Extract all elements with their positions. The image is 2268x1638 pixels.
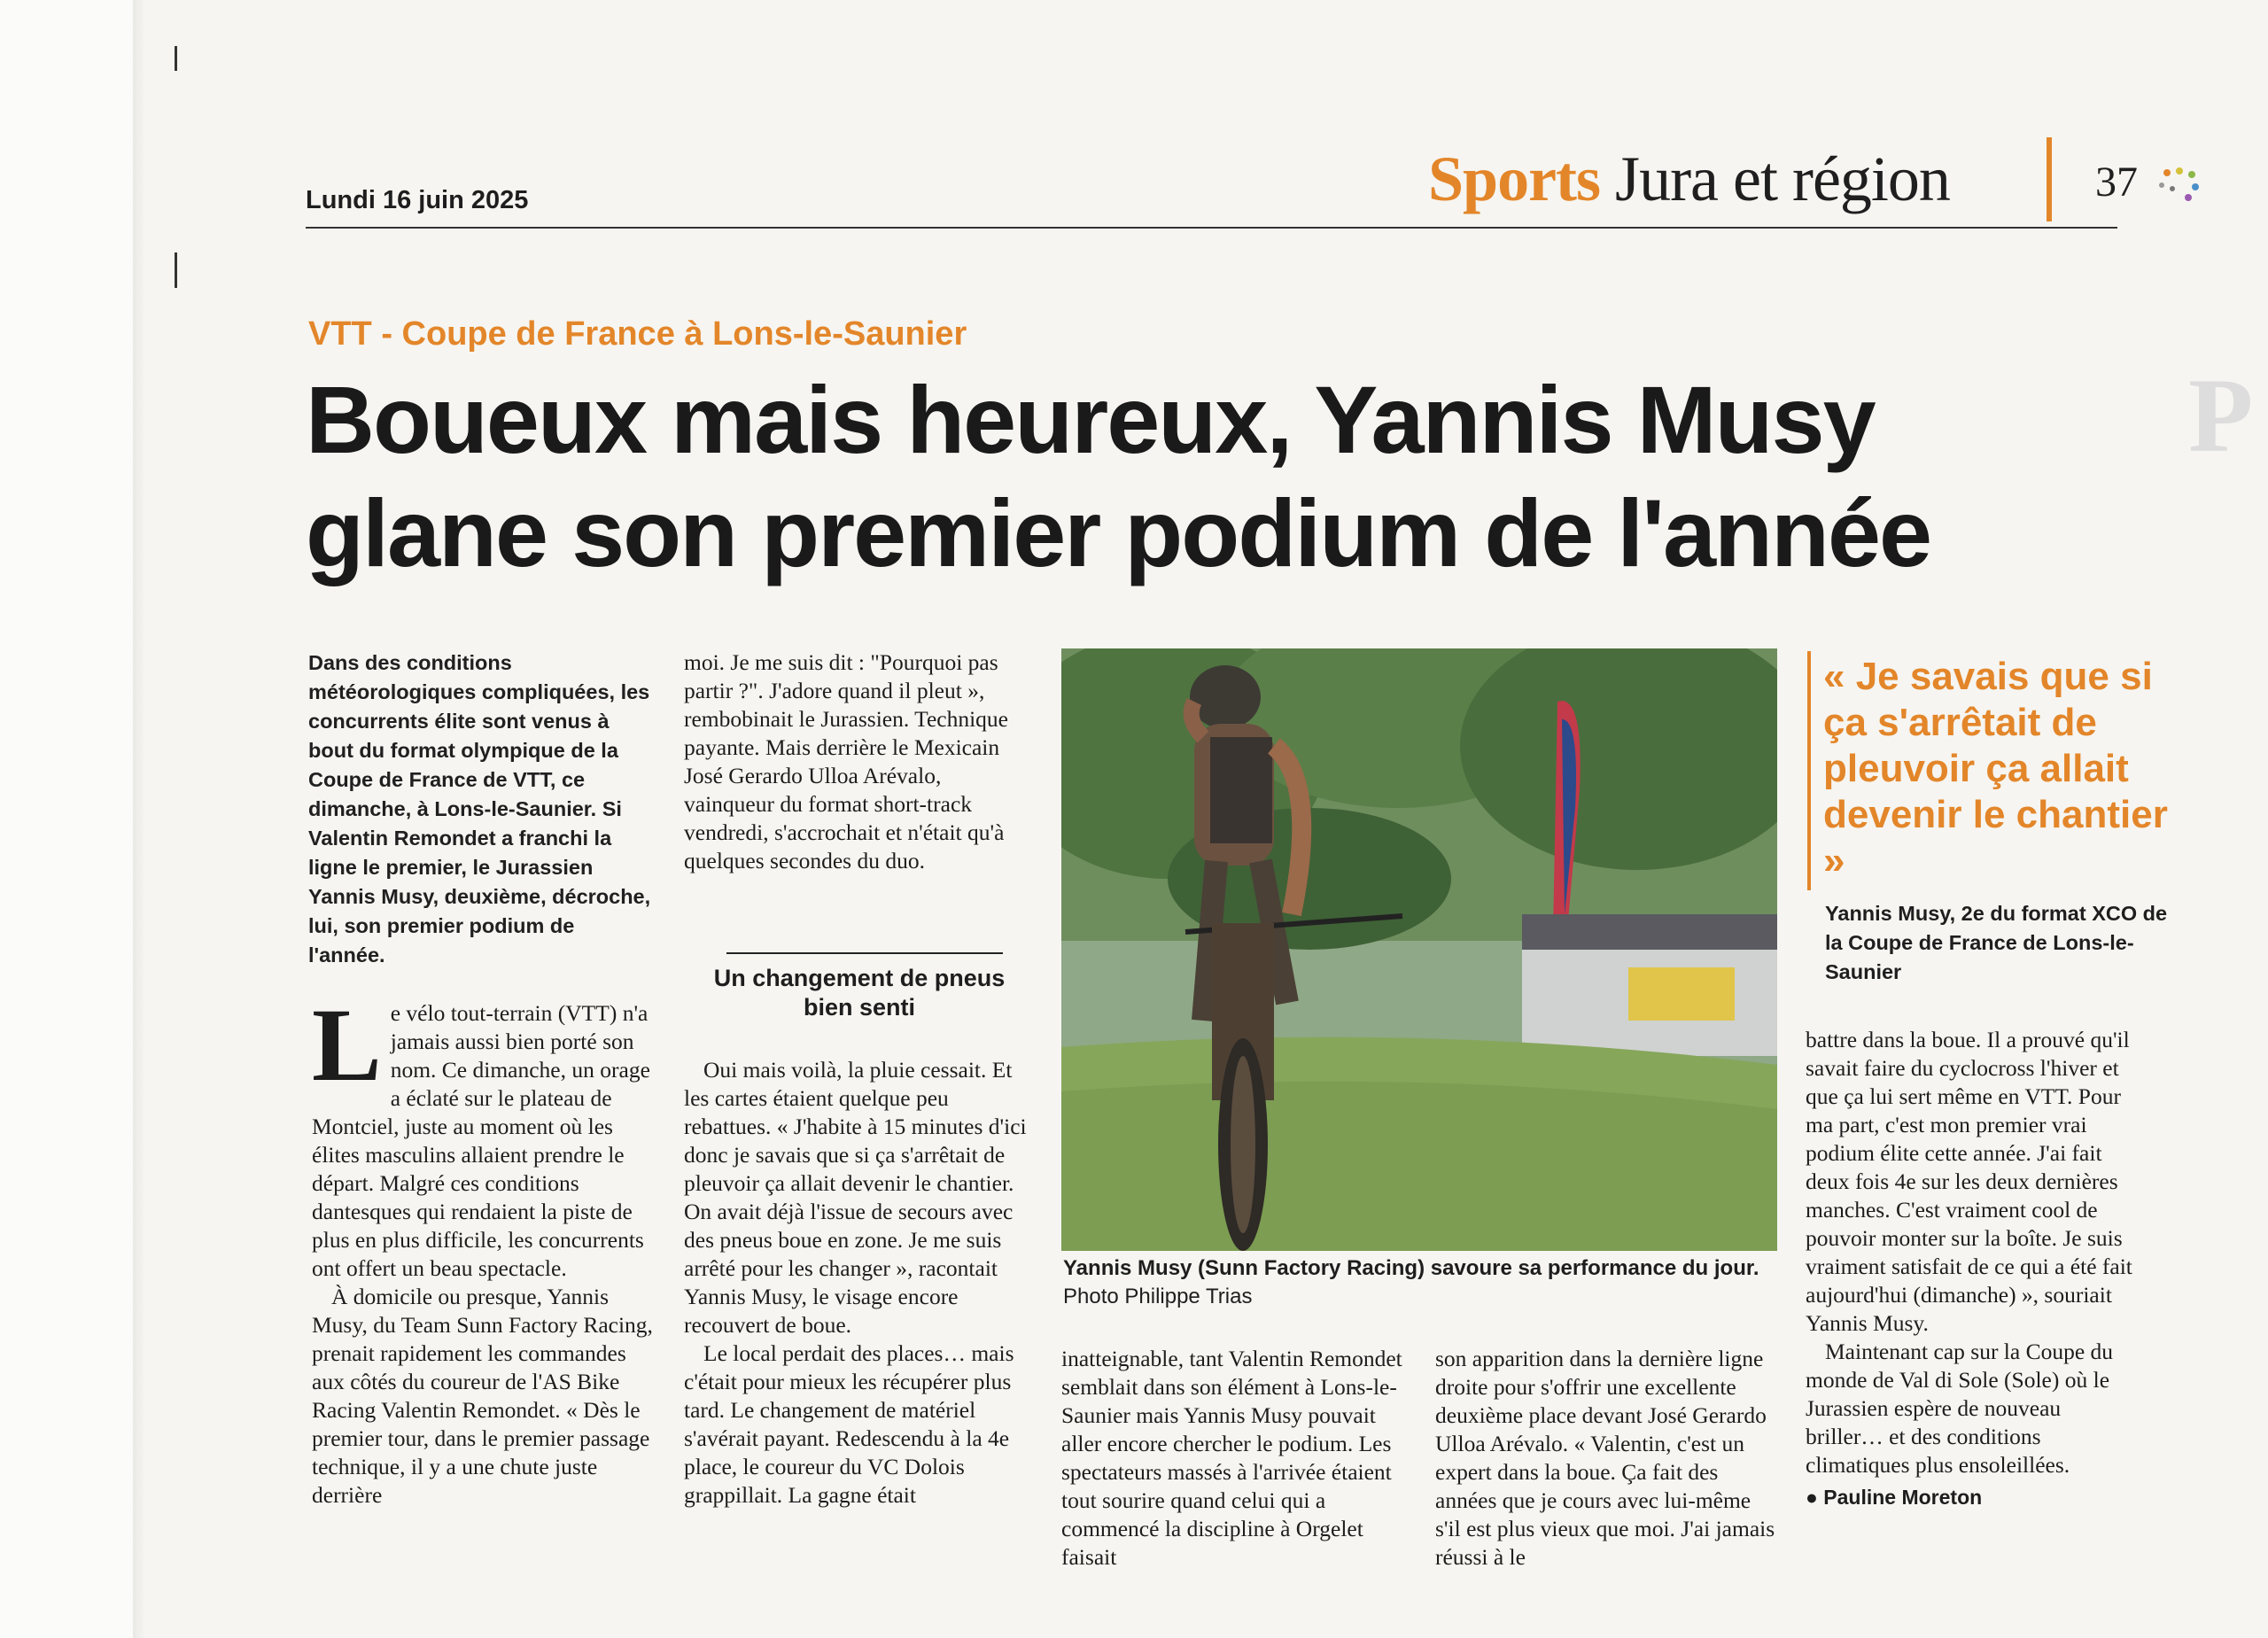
body-column-2-bottom [684,1056,1031,1510]
body-column-3 [1061,1345,1407,1572]
section-title [1428,144,1950,214]
drop-cap: L [312,987,382,1103]
subhead-rule [726,952,1003,954]
caption-text: Yannis Musy (Sunn Factory Racing) savoure sa performance du jour. [1063,1256,1759,1280]
body-paragraph: son apparition dans la dernière ligne droite pour s'offrir une excellente deuxième place devant José Gerardo Ulloa Arévalo. « Valentin, c'est un expert dans la boue. Ça fait des années que je cours avec lui-même s'il est plus vieux que moi. J'ai jamais réussi à le [1435,1346,1775,1570]
bleed-through: P [2188,356,2254,474]
page-fold-shadow [133,0,145,1638]
section-name: Sports [1428,144,1601,214]
pullquote-attribution: Yannis Musy, 2e du format XCO de la Coupe de France de Lons-le-Saunier [1825,902,2168,983]
body-paragraph: battre dans la boue. Il a prouvé qu'il savait faire du cyclocross l'hiver et que ça lui sert même en VTT. Pour ma part, c'est mon premier vrai podium élite cette année. J'ai fait deux fois 4e sur les deux dernières manches. C'est vraiment cool de pouvoir monter sur la boîte. Je suis vraiment satisfait de ce qui a été fait aujourd'hui (dimanche) », souriait Yannis Musy. [1806,1027,2132,1336]
author-byline: ● Pauline Moreton [1806,1486,1983,1509]
page-number: 37 [2095,159,2138,206]
dots-logo-icon [2153,162,2206,206]
headline-line-2: glane son premier podium de l'année [306,479,1931,586]
binding-mark-top [175,46,177,71]
article-kicker: VTT - Coupe de France à Lons-le-Saunier [308,315,967,353]
photo-credit: Photo Philippe Trias [1063,1285,1253,1308]
race-photo [1061,648,1777,1251]
body-column-1 [312,987,656,1510]
body-column-5 [1806,1026,2140,1511]
issue-date: Lundi 16 juin 2025 [306,186,529,214]
body-paragraph: Maintenant cap sur la Coupe du monde de Val di Sole (Sole) où le Jurassien espère de nouveau briller… et des conditions climatiques plus ensoleillées. [1806,1339,2114,1478]
body-column-2-top [684,648,1031,875]
scan-margin [0,0,142,1638]
region-name: Jura et région [1615,144,1950,214]
header-divider [2047,137,2052,221]
subheading: Un changement de pneus bien senti [713,965,1006,1021]
body-paragraph: Le local perdait des places… mais c'était pour mieux les récupérer plus tard. Le changement de matériel s'avérait payant. Redescendu à la 4e place, le coureur du VC Dolois grappillait. La gagne était [684,1340,1014,1508]
body-paragraph: inatteignable, tant Valentin Remondet semblait dans son élément à Lons-le-Saunier mais Yannis Musy pouvait aller encore chercher le podium. Les spectateurs massés à l'arrivée étaient tout sourire quand celui qui a commencé la discipline à Orgelet faisait [1061,1346,1402,1570]
binding-mark-bottom [175,252,177,288]
lede-paragraph: Dans des conditions météorologiques compliquées, les concurrents élite sont venus à bout du format olympique de la Coupe de France de VTT, ce dimanche, à Lons-le-Saunier. Si Valentin Remondet a franchi la ligne le premier, le Jurassien Yannis Musy, deuxième, décroche, lui, son premier podium de l'année. [308,651,651,966]
body-paragraph: À domicile ou presque, Yannis Musy, du Team Sunn Factory Racing, prenait rapidement les commandes aux côtés du coureur de l'AS Bike Racing Valentin Remondet. « Dès le premier tour, dans le premier passage technique, il y a une chute juste derrière [312,1284,653,1508]
pullquote: « Je savais que si ça s'arrêtait de pleuvoir ça allait devenir le chantier » [1823,655,2168,882]
headline [306,363,2210,590]
header-rule [306,227,2117,229]
pullquote-bar [1807,651,1811,890]
headline-line-1: Boueux mais heureux, Yannis Musy [306,366,1875,473]
photo-caption [1063,1254,1781,1311]
body-paragraph: e vélo tout-terrain (VTT) n'a jamais aussi bien porté son nom. Ce dimanche, un orage a éclaté sur le plateau de Montciel, juste au moment où les élites masculins allaient prendre le départ. Malgré ces conditions dantesques qui rendaient la piste de plus en plus difficile, les concurrents ont offert un beau spectacle. [312,1000,650,1281]
body-column-4 [1435,1345,1781,1572]
body-paragraph: moi. Je me suis dit : "Pourquoi pas partir ?". J'adore quand il pleut », rembobinait le Jurassien. Technique payante. Mais derrière le Mexicain José Gerardo Ulloa Arévalo, vainqueur du format short-track vendredi, s'accrochait et n'était qu'à quelques secondes du duo. [684,649,1008,873]
rider-photo-image [1061,648,1777,1251]
body-paragraph: Oui mais voilà, la pluie cessait. Et les cartes étaient quelque peu rebattues. « J'habite à 15 minutes d'ici donc je savais que si ça s'arrêtait de pleuvoir ça allait devenir le chantier. On avait déjà l'issue de secours avec des pneus boue en zone. Je me suis arrêté pour les changer », racontait Yannis Musy, le visage encore recouvert de boue. [684,1057,1027,1338]
